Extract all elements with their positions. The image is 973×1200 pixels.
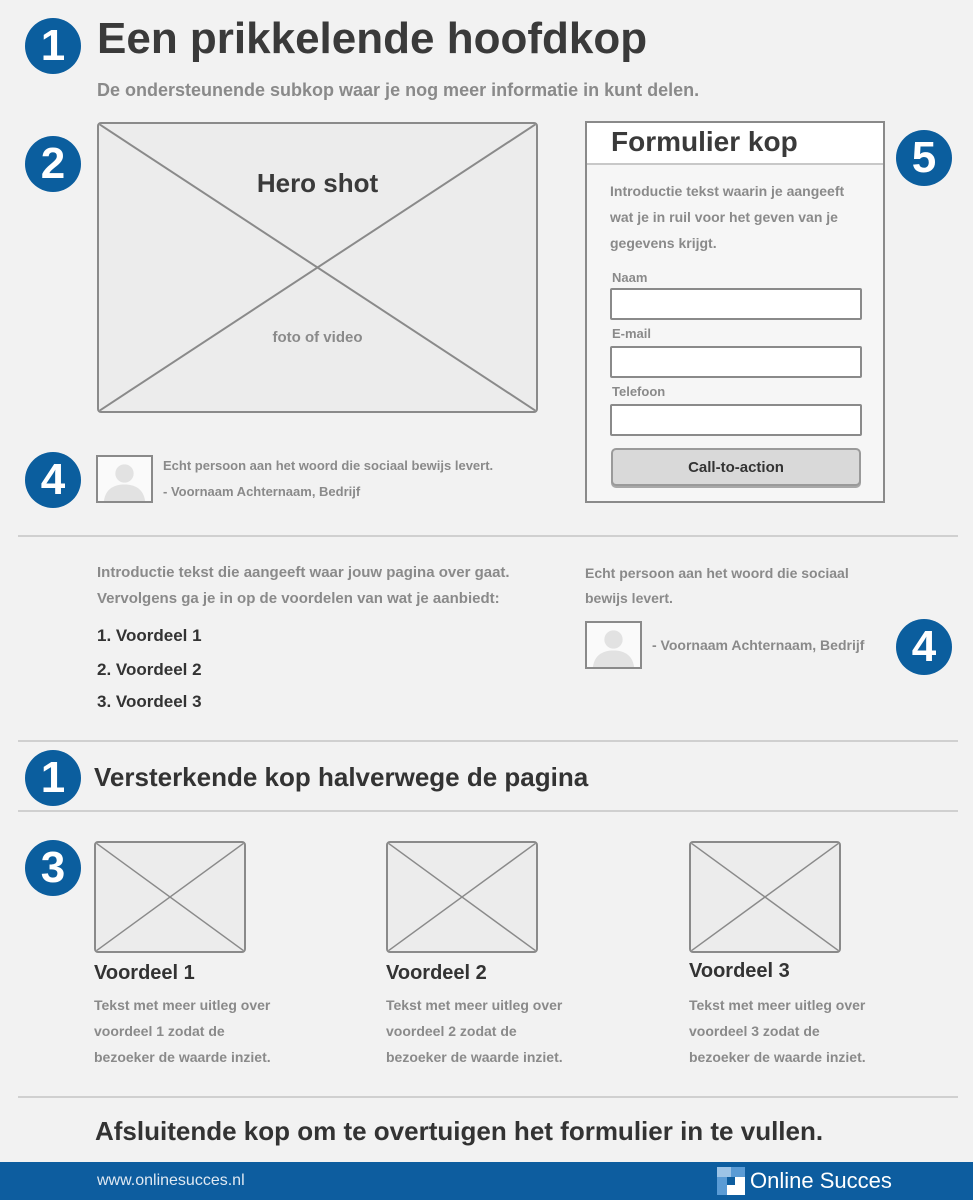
step-badge-3: 3 bbox=[25, 840, 81, 896]
divider bbox=[18, 740, 958, 742]
closing-heading: Afsluitende kop om te overtuigen het formulier in te vullen. bbox=[95, 1116, 824, 1146]
form-intro bbox=[610, 178, 844, 256]
mid-page-heading: Versterkende kop halverwege de pagina bbox=[94, 762, 589, 792]
benefit-description bbox=[94, 992, 314, 1070]
benefit-description-line: Tekst met meer uitleg over bbox=[386, 997, 563, 1013]
footer-url[interactable]: www.onlinesucces.nl bbox=[97, 1172, 245, 1189]
form-title: Formulier kop bbox=[611, 126, 798, 157]
side-testimonial-quote bbox=[585, 561, 849, 611]
side-testimonial-author: - Voornaam Achternaam, Bedrijf bbox=[652, 637, 865, 653]
benefit-description-line: Tekst met meer uitleg over bbox=[94, 997, 271, 1013]
benefit-description-line: voordeel 1 zodat de bbox=[94, 1023, 225, 1039]
step-badge-5: 5 bbox=[896, 130, 952, 186]
step-badge-1: 1 bbox=[25, 750, 81, 806]
intro-line: Introductie tekst die aangeeft waar jouw pagina over gaat. bbox=[97, 564, 510, 581]
footer-brand-name: Online Succes bbox=[750, 1168, 892, 1193]
email-input[interactable] bbox=[610, 346, 862, 378]
benefit-description bbox=[386, 992, 606, 1070]
benefit-image-placeholder bbox=[94, 841, 246, 953]
footer-logo bbox=[716, 1166, 892, 1196]
benefit-title: Voordeel 2 bbox=[386, 962, 487, 984]
footer-bar bbox=[0, 1162, 973, 1200]
placeholder-cross-icon bbox=[96, 843, 244, 951]
benefit-list-item: 2. Voordeel 2 bbox=[97, 660, 202, 679]
side-quote-line: bewijs levert. bbox=[585, 590, 673, 606]
benefit-description-line: bezoeker de waarde inziet. bbox=[386, 1049, 563, 1065]
benefit-title: Voordeel 3 bbox=[689, 960, 790, 982]
page-title: Een prikkelende hoofdkop bbox=[97, 14, 648, 63]
testimonial-quote: Echt persoon aan het woord die sociaal bewijs levert. bbox=[163, 458, 494, 473]
person-silhouette-icon bbox=[587, 623, 640, 667]
step-badge-4: 4 bbox=[25, 452, 81, 508]
benefit-description bbox=[689, 992, 909, 1070]
benefit-list-item: 1. Voordeel 1 bbox=[97, 626, 202, 645]
testimonial-avatar bbox=[96, 455, 153, 503]
person-silhouette-icon bbox=[98, 457, 151, 501]
name-input[interactable] bbox=[610, 288, 862, 320]
hero-image-placeholder bbox=[97, 122, 538, 413]
side-quote-line: Echt persoon aan het woord die sociaal bbox=[585, 565, 849, 581]
intro-line: Vervolgens ga je in op de voordelen van wat je aanbiedt: bbox=[97, 590, 500, 607]
benefit-description-line: voordeel 3 zodat de bbox=[689, 1023, 820, 1039]
benefit-image-placeholder bbox=[386, 841, 538, 953]
testimonial-author: - Voornaam Achternaam, Bedrijf bbox=[163, 484, 361, 499]
email-label: E-mail bbox=[612, 326, 652, 341]
hero-title: Hero shot bbox=[256, 168, 379, 198]
placeholder-cross-icon bbox=[388, 843, 536, 951]
benefit-description-line: voordeel 2 zodat de bbox=[386, 1023, 517, 1039]
form-intro-line: Introductie tekst waarin je aangeeft bbox=[610, 183, 845, 199]
call-to-action-button[interactable]: Call-to-action bbox=[611, 448, 861, 486]
page-subtitle: De ondersteunende subkop waar je nog meer informatie in kunt delen. bbox=[97, 80, 700, 100]
divider bbox=[18, 810, 958, 812]
placeholder-cross-icon bbox=[691, 843, 839, 951]
hero-caption: foto of video bbox=[272, 329, 363, 346]
benefit-description-line: bezoeker de waarde inziet. bbox=[94, 1049, 271, 1065]
divider bbox=[18, 1096, 958, 1098]
benefit-list-item: 3. Voordeel 3 bbox=[97, 692, 202, 711]
form-intro-line: gegevens krijgt. bbox=[610, 235, 717, 251]
benefit-title: Voordeel 1 bbox=[94, 962, 195, 984]
benefit-description-line: Tekst met meer uitleg over bbox=[689, 997, 866, 1013]
divider bbox=[18, 535, 958, 537]
benefit-image-placeholder bbox=[689, 841, 841, 953]
benefit-description-line: bezoeker de waarde inziet. bbox=[689, 1049, 866, 1065]
phone-label: Telefoon bbox=[612, 384, 666, 399]
step-badge-1: 1 bbox=[25, 18, 81, 74]
step-badge-4: 4 bbox=[896, 619, 952, 675]
brand-logo-icon bbox=[716, 1166, 746, 1196]
side-testimonial-avatar bbox=[585, 621, 642, 669]
phone-input[interactable] bbox=[610, 404, 862, 436]
lead-form bbox=[585, 121, 885, 503]
name-label: Naam bbox=[612, 270, 648, 285]
form-intro-line: wat je in ruil voor het geven van je bbox=[610, 209, 838, 225]
step-badge-2: 2 bbox=[25, 136, 81, 192]
intro-text bbox=[97, 560, 510, 612]
